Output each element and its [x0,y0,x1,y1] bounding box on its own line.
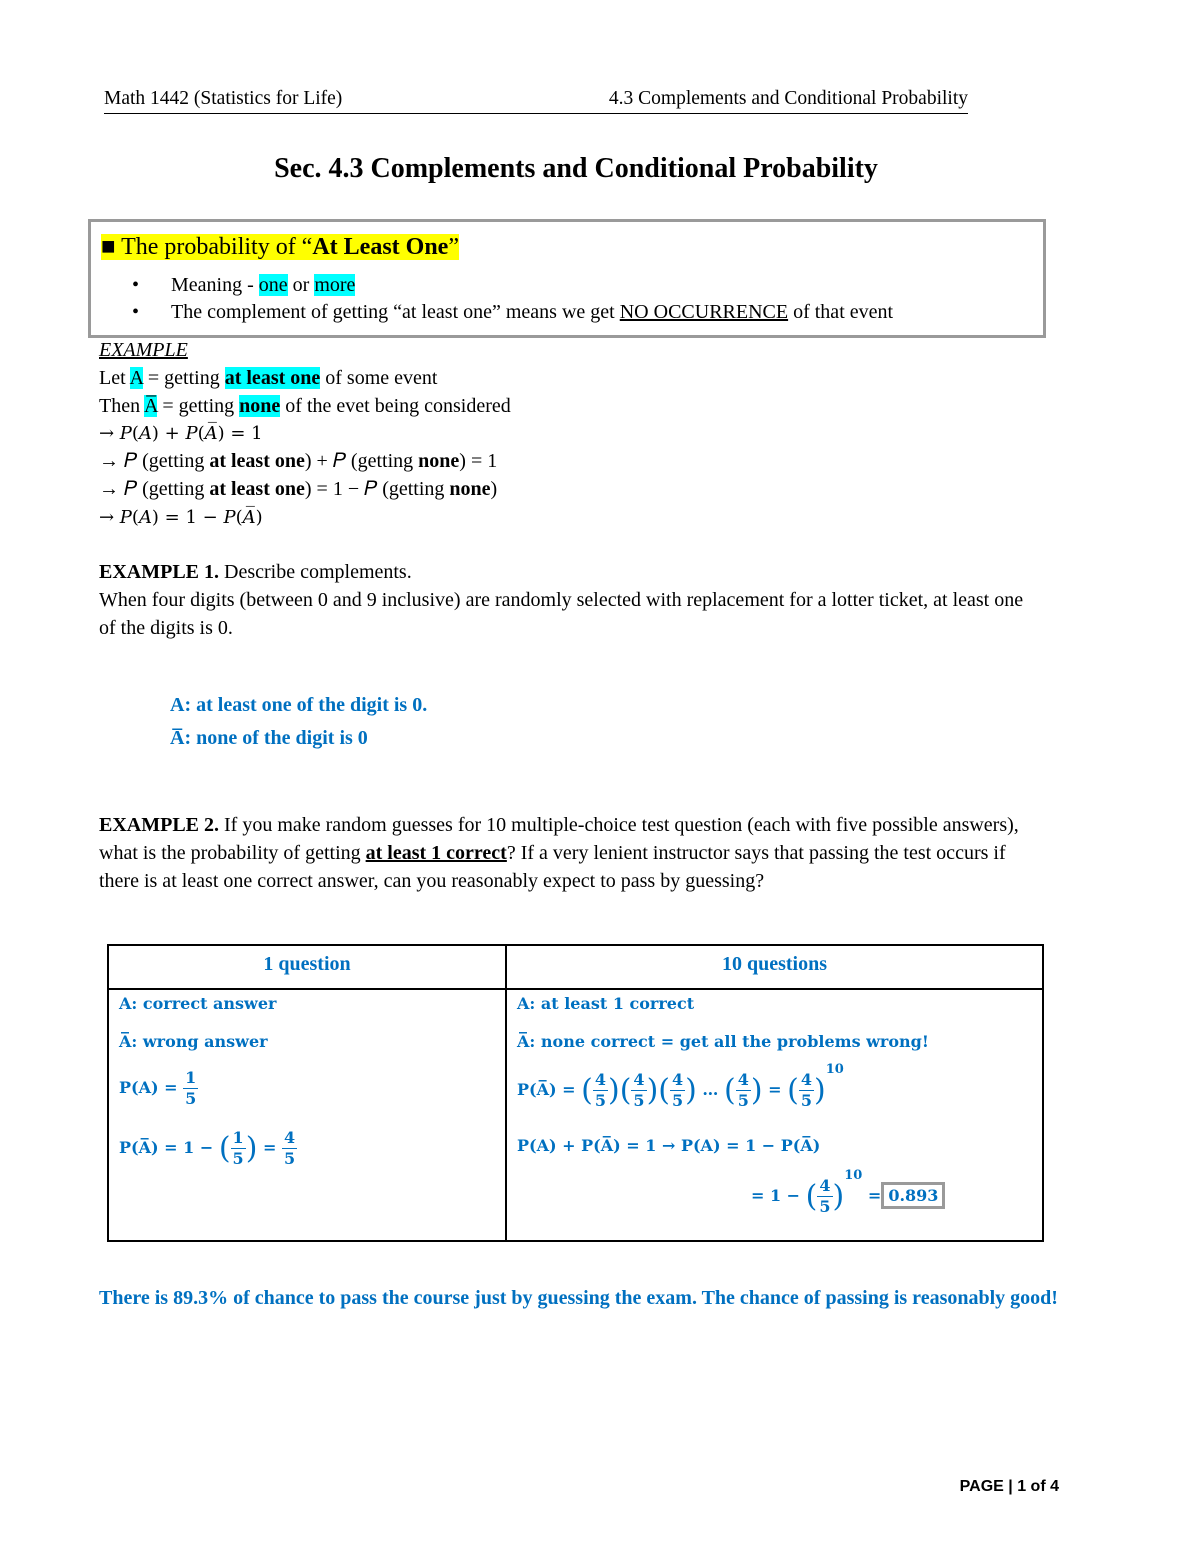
intro-line-4: → 𝑃 (getting at least one) + 𝑃 (getting none) = 1 [99,450,498,473]
bullet-complement: • The complement of getting “at least one” means we get NO OCCURRENCE of that event [127,299,893,326]
intro-line-3: → 𝑃(𝐴) + 𝑃(𝐴̅) = 1 [99,423,263,445]
concept-heading: ■ The probability of “At Least One” [101,234,459,260]
intro-line-5: → 𝑃 (getting at least one) = 1 − 𝑃 (getting none) [99,477,498,500]
bullet-meaning: • Meaning - one or more [127,272,893,299]
example-label: EXAMPLE [99,339,188,361]
table-header-10q: 10 questions [506,945,1043,989]
answer-box: 0.893 [881,1182,945,1209]
intro-line-6: → 𝑃(𝐴) = 1 − 𝑃(𝐴̅) [99,506,263,528]
example-1-answer-complement: A̅: none of the digit is 0 [170,727,368,749]
example-2-label: EXAMPLE 2. [99,814,219,836]
example-2: EXAMPLE 2. If you make random guesses for 10 multiple-choice test question (each with five possible answers), what is the probability of getting at least 1 correct? If a very lenient instructor says that passing the test occurs if there is at least one correct answer, can you reasonably expect to pass by guessing? [99,814,1019,892]
concept-box [88,219,1046,338]
intro-line-1: Let A = getting at least one of some event [99,366,438,389]
page-title: Sec. 4.3 Complements and Conditional Probability [274,153,878,184]
example-intro [99,337,511,532]
page-footer: PAGE | 1 of 4 [959,1478,1059,1495]
example-1-answer-a: A: at least one of the digit is 0. [170,694,428,716]
page-header [104,88,968,114]
header-left: Math 1442 (Statistics for Life) [104,88,343,109]
example-1-label: EXAMPLE 1. [99,561,219,583]
conclusion: There is 89.3% of chance to pass the course just by guessing the exam. The chance of passing is reasonably good! [99,1287,1058,1309]
table-header-1q: 1 question [108,945,506,989]
cell-1-question: A: correct answer A̅: wrong answer P(A) = $\frac{1}{5}$ P(A̅) = 1 − ( $\frac{1}{5}$ ) = $\frac{4}{5}$ [108,989,506,1241]
pa-complement-product: P(A̅) = ( $\frac{4}{5}$ )( $\frac{4}{5}$ )( $\frac{4}{5}$ ) … ( $\frac{4}{5}$ ) = ( $\frac{4}{5}$ )$^{10}$ [517,1062,844,1110]
intro-line-2: Then A̅ = getting none of the evet being considered [99,394,511,417]
concept-bullets [127,272,893,326]
example-1: EXAMPLE 1. Describe complements. When four digits (between 0 and 9 inclusive) are randomly selected with replacement for a lotter ticket, at least one of the digits is 0. [99,558,1044,642]
example-1-text: When four digits (between 0 and 9 inclusive) are randomly selected with replacement for a lotter ticket, at least one of the digits is 0. [99,589,1024,639]
solution-table [107,944,1044,1242]
final-computation: = 1 − ( $\frac{4}{5}$ )$^{10}$ = 0.893 [751,1176,945,1217]
pa-complement-formula: P(A̅) = 1 − ( $\frac{1}{5}$ ) = $\frac{4}{5}$ [119,1128,296,1168]
header-right: 4.3 Complements and Conditional Probability [608,88,968,109]
pa-formula: P(A) = $\frac{1}{5}$ [119,1068,197,1108]
cell-10-questions: A: at least 1 correct A̅: none correct = get all the problems wrong! P(A̅) = ( $\frac{4}{5}$ )( $\frac{4}{5}$ )( $\frac{4}{5}$ ) … ( $\frac{4}{5}$ ) = ( $\frac{4}{5}$ )$^{10}$ P(A) + P(A̅) = 1 → P(A) = 1 − P(A̅) = 1 − ( $\frac{4}{5}$ )$^{10}$ = 0.893 [506,989,1043,1241]
